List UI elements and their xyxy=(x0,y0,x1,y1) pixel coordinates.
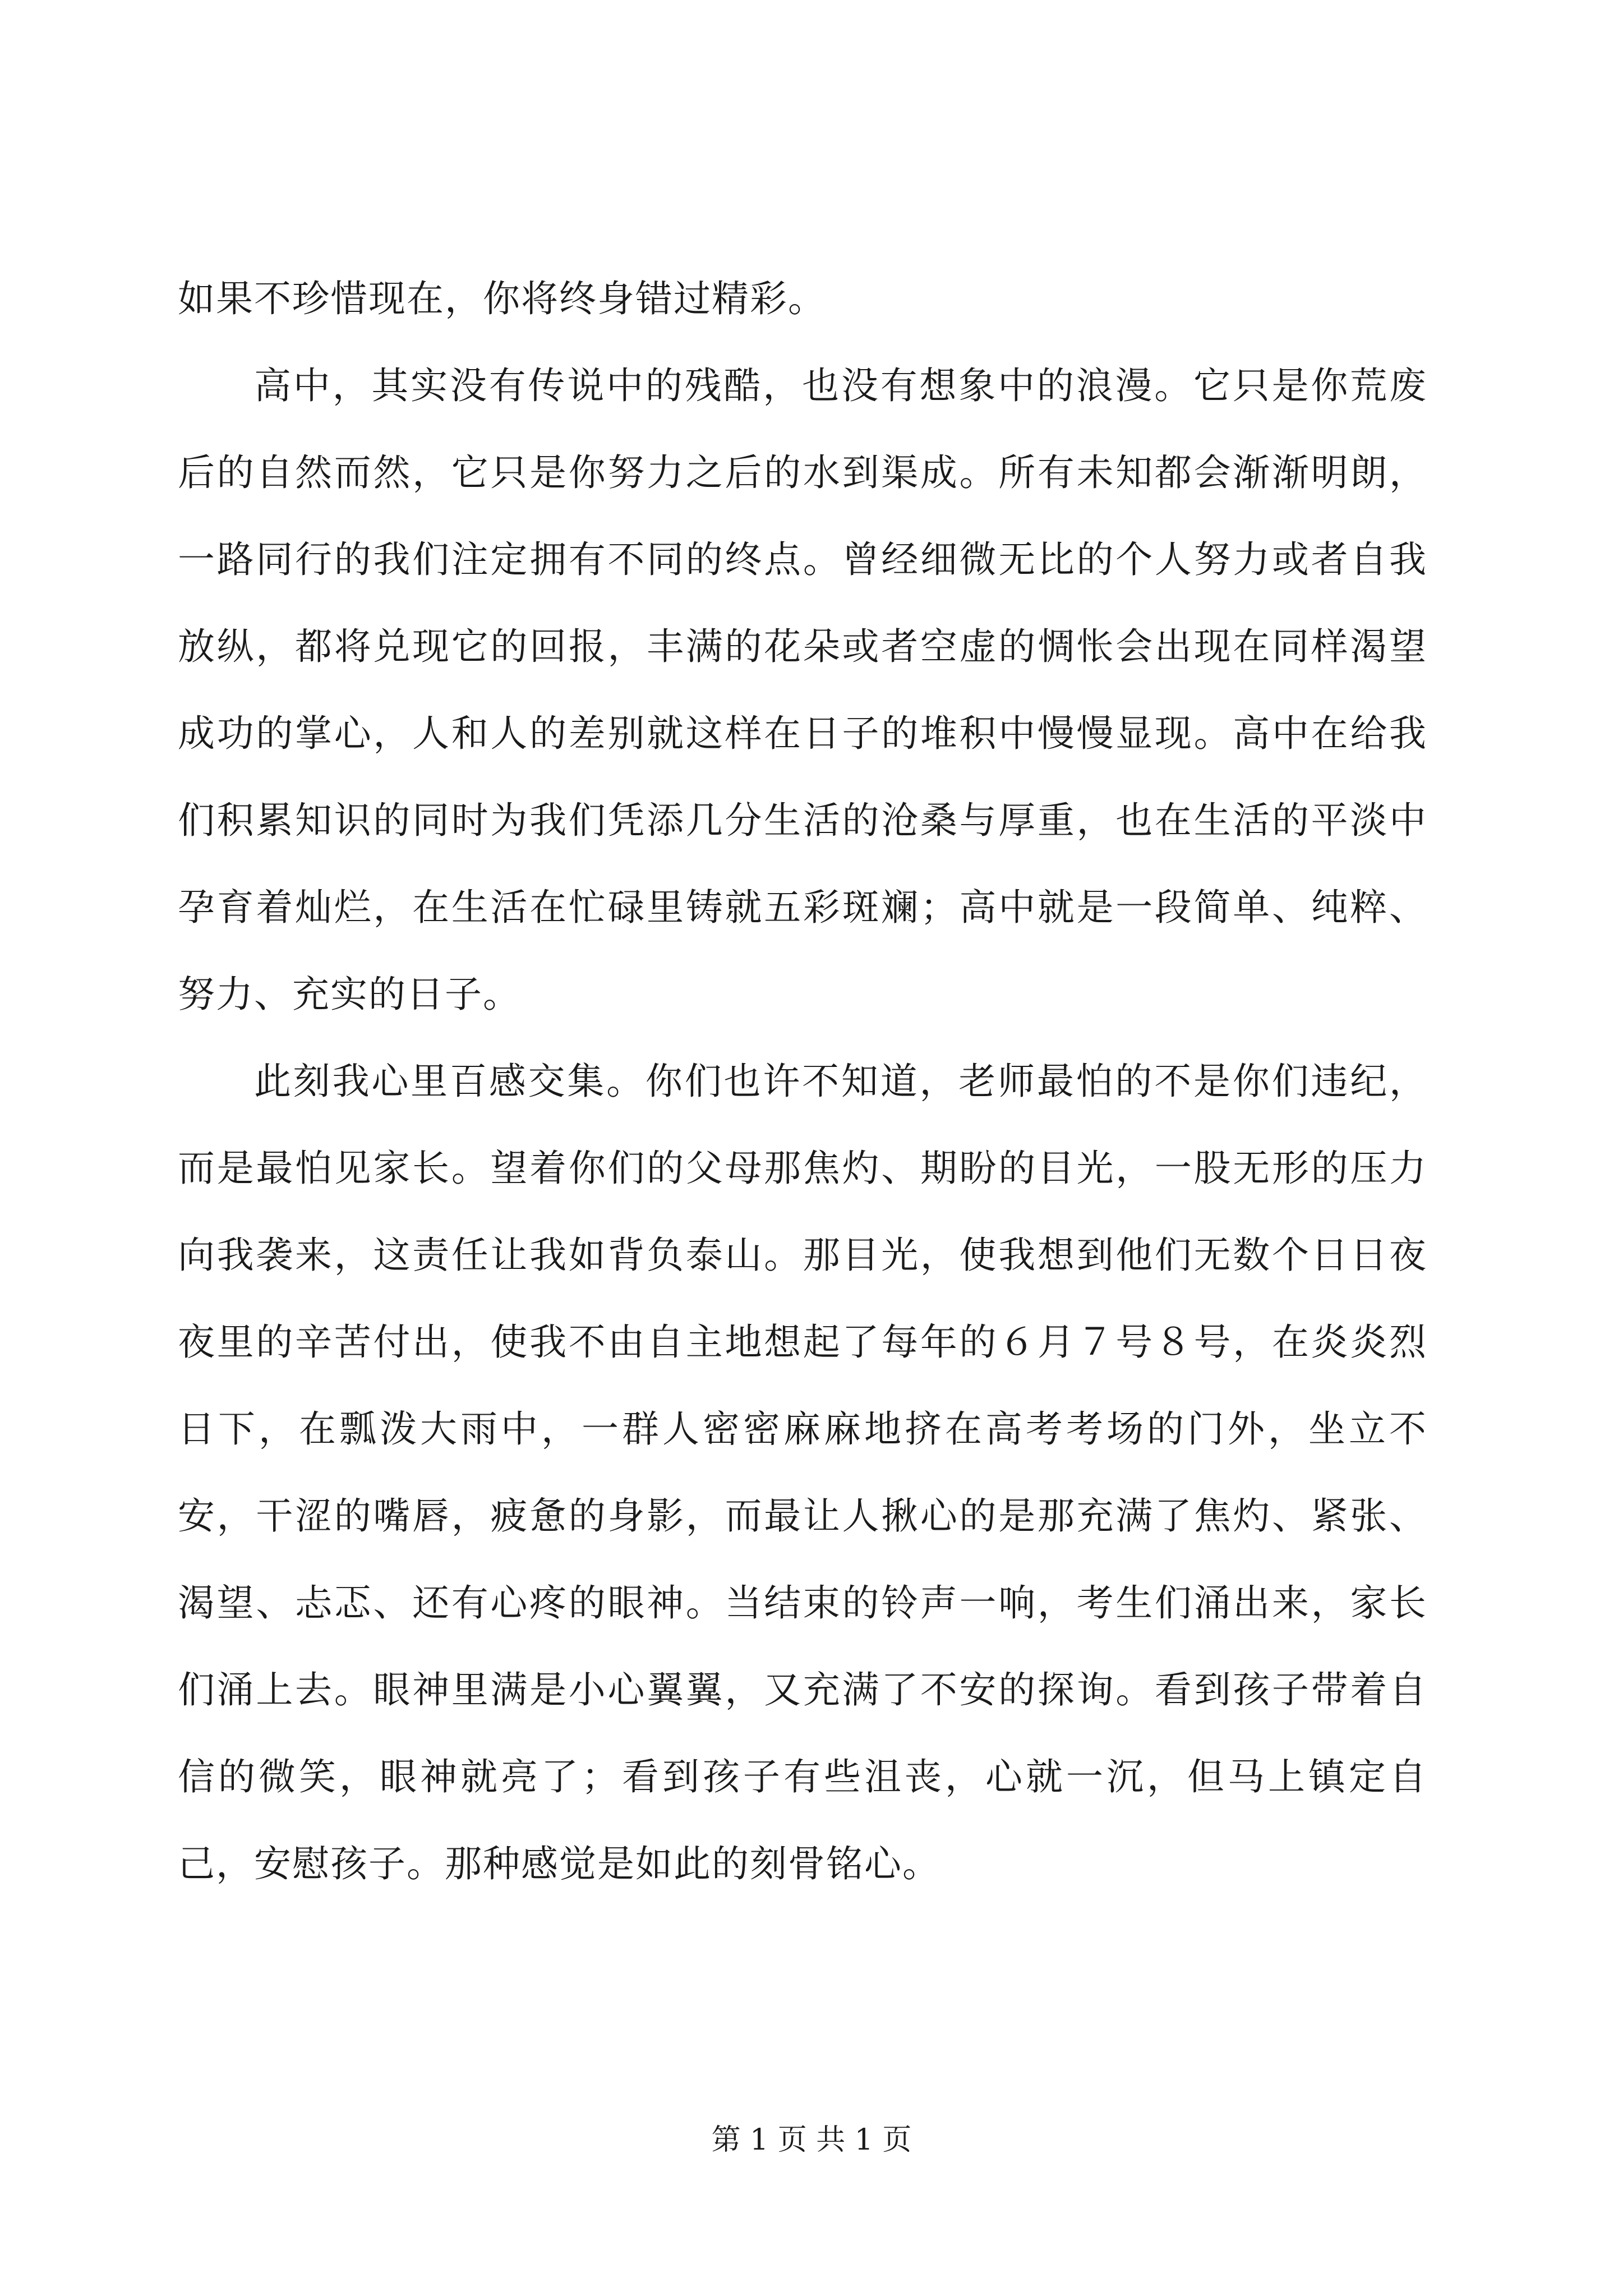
document-body xyxy=(178,255,1427,1907)
page-footer: 第 1 页 共 1 页 xyxy=(711,2123,912,2157)
paragraph-parents: 此刻我心里百感交集。你们也许不知道，老师最怕的不是你们违纪，而是最怕见家长。望着你们的父母那焦灼、期盼的目光，一股无形的压力向我袭来，这责任让我如背负泰山。那目光，使我想到他们无数个日日夜夜里的辛苦付出，使我不由自主地想起了每年的６月７号８号，在炎炎烈日下，在瓢泼大雨中，一群人密密麻麻地挤在高考考场的门外，坐立不安，干涩的嘴唇，疲惫的身影，而最让人揪心的是那充满了焦灼、紧张、渴望、忐忑、还有心疼的眼神。当结束的铃声一响，考生们涌出来，家长们涌上去。眼神里满是小心翼翼，又充满了不安的探询。看到孩子带着自信的微笑，眼神就亮了；看到孩子有些沮丧，心就一沉，但马上镇定自己，安慰孩子。那种感觉是如此的刻骨铭心。 xyxy=(178,1060,1427,1885)
paragraph-continuation: 如果不珍惜现在，你将终身错过精彩。 xyxy=(178,277,826,320)
paragraph-high-school: 高中，其实没有传说中的残酷，也没有想象中的浪漫。它只是你荒废后的自然而然，它只是你努力之后的水到渠成。所有未知都会渐渐明朗，一路同行的我们注定拥有不同的终点。曾经细微无比的个人努力或者自我放纵，都将兑现它的回报，丰满的花朵或者空虚的惆怅会出现在同样渴望成功的掌心，人和人的差别就这样在日子的堆积中慢慢显现。高中在给我们积累知识的同时为我们凭添几分生活的沧桑与厚重，也在生活的平淡中孕育着灿烂，在生活在忙碌里铸就五彩斑斓；高中就是一段简单、纯粹、努力、充实的日子。 xyxy=(178,364,1427,1016)
